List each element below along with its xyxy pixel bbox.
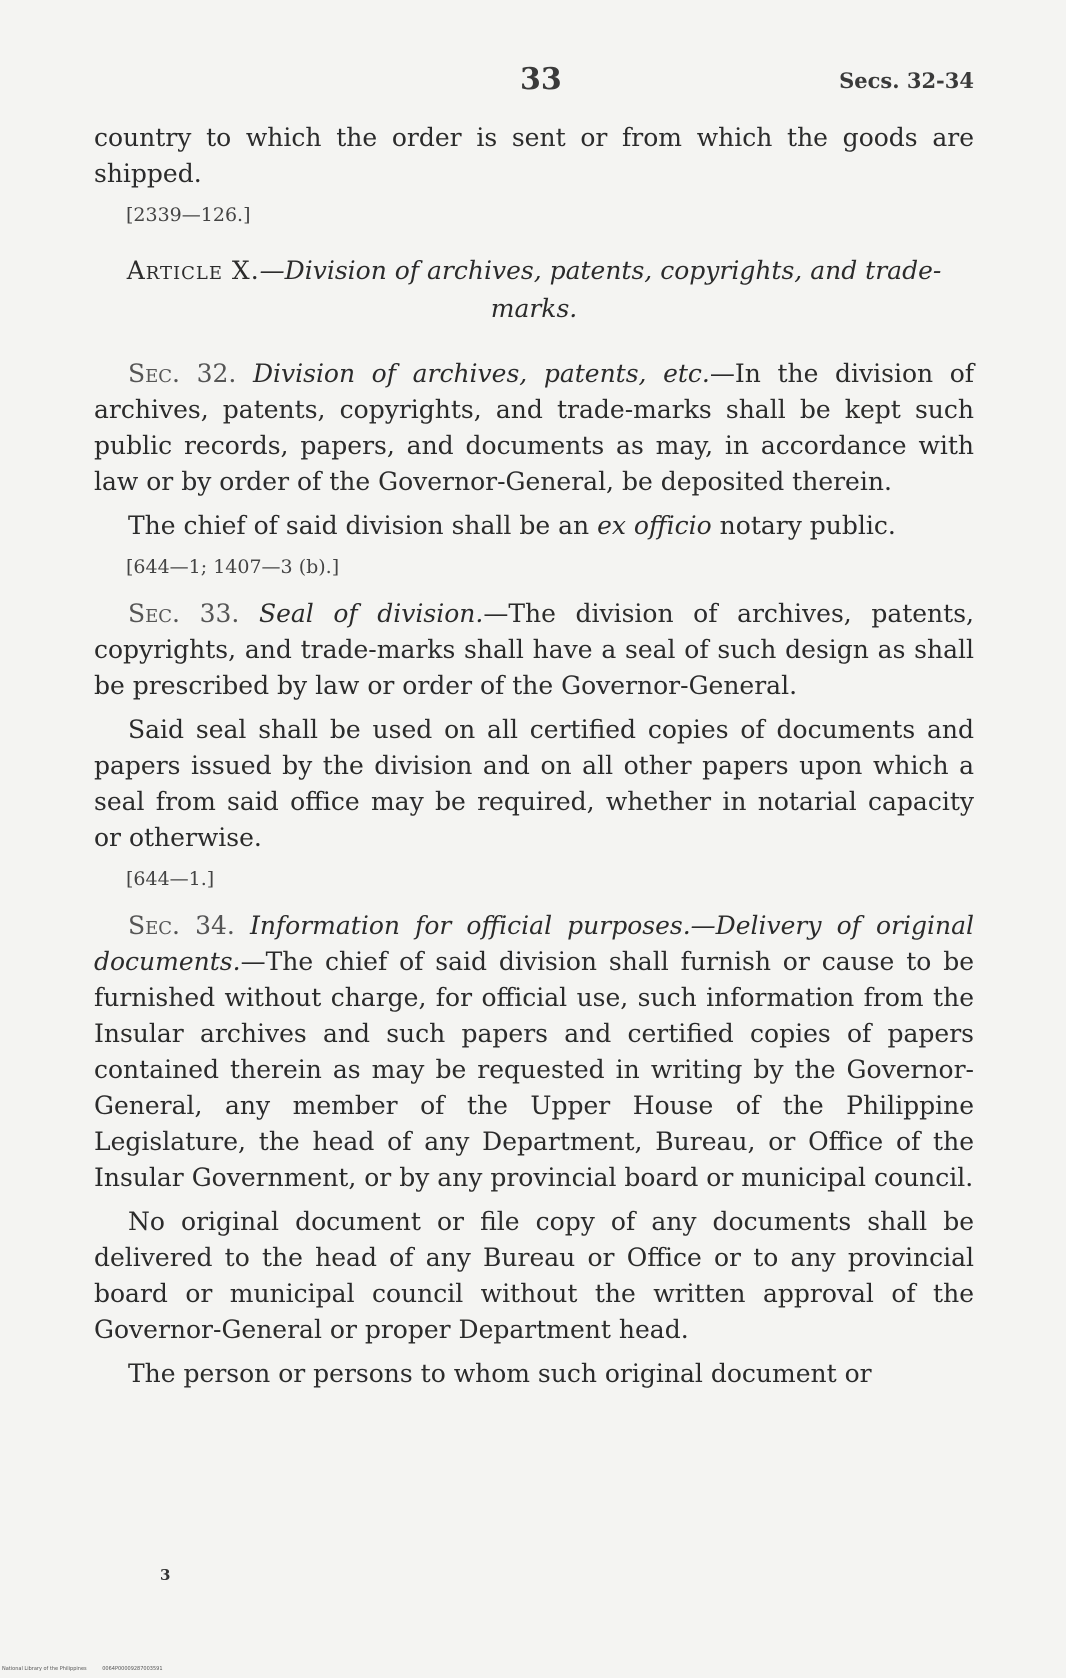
citation-note: [644—1; 1407—3 (b).] — [126, 556, 340, 578]
citation-note: [2339—126.] — [126, 204, 251, 226]
chief-text-end: notary public. — [711, 511, 896, 540]
running-head: Secs. 32-34 — [839, 68, 974, 93]
section-title: Seal of division. — [258, 599, 484, 628]
chief-text-italic: ex officio — [597, 511, 712, 540]
section-title: Division of archives, patents, etc. — [252, 359, 710, 388]
person-paragraph: The person or persons to whom such original document or — [128, 1359, 872, 1388]
signature-mark: 3 — [160, 1566, 171, 1584]
section-label: Sec. 33. — [128, 599, 240, 628]
seal-paragraph: Said seal shall be used on all certified copies of documents and papers issued by the division and on all other papers upon which a seal from said office may be required, whether in notarial capacity or otherwise. — [94, 715, 974, 852]
section-text: —The chief of said division shall furnish or cause to be furnished without charge, for official use, such information from the Insular archives and such papers and certified copies of papers contained therein as may be requested in writing by the Governor-General, any member of the Upper House of the Philippine Legislature, the head of any Department, Bureau, or Office of the Insular Government, or by any provincial board or municipal council. — [94, 947, 974, 1192]
continuation-paragraph: country to which the order is sent or from which the goods are shipped. — [94, 123, 974, 188]
section-label: Sec. 34. — [128, 911, 235, 940]
section-34-paragraph — [94, 908, 974, 1196]
article-title: —Division of archives, patents, copyrights, and trade-marks. — [259, 256, 942, 323]
no-original-paragraph: No original document or file copy of any documents shall be delivered to the head of any Bureau or Office or to any provincial board or municipal council without the written approval of the Governor-General or proper Department head. — [94, 1207, 974, 1344]
section-title: Information for official purposes.—Delivery of original documents. — [94, 911, 974, 976]
credit-library: National Library of the Philippines — [2, 1666, 87, 1672]
section-text: —The division of archives, patents, copyrights, and trade-marks shall have a seal of such design as shall be prescribed by law or order of the Governor-General. — [94, 599, 974, 700]
citation-note: [644—1.] — [126, 868, 215, 890]
article-label: Article X. — [126, 256, 260, 285]
chief-text-start: The chief of said division shall be an — [128, 511, 598, 540]
page-number: 33 — [520, 62, 562, 97]
credit-id: 0064P00009287003591 — [102, 1666, 163, 1672]
page-body — [94, 120, 974, 1400]
article-heading — [94, 252, 974, 328]
section-label: Sec. 32. — [128, 359, 237, 388]
section-text: —In the division of archives, patents, copyrights, and trade-marks shall be kept such public records, papers, and documents as may, in accordance with law or by order of the Governor-General, be deposited therein. — [94, 359, 974, 496]
chief-paragraph — [94, 508, 974, 544]
scan-credit — [2, 1666, 177, 1672]
section-33-paragraph — [94, 596, 974, 704]
page-header — [90, 62, 974, 102]
section-32-paragraph — [94, 356, 974, 500]
